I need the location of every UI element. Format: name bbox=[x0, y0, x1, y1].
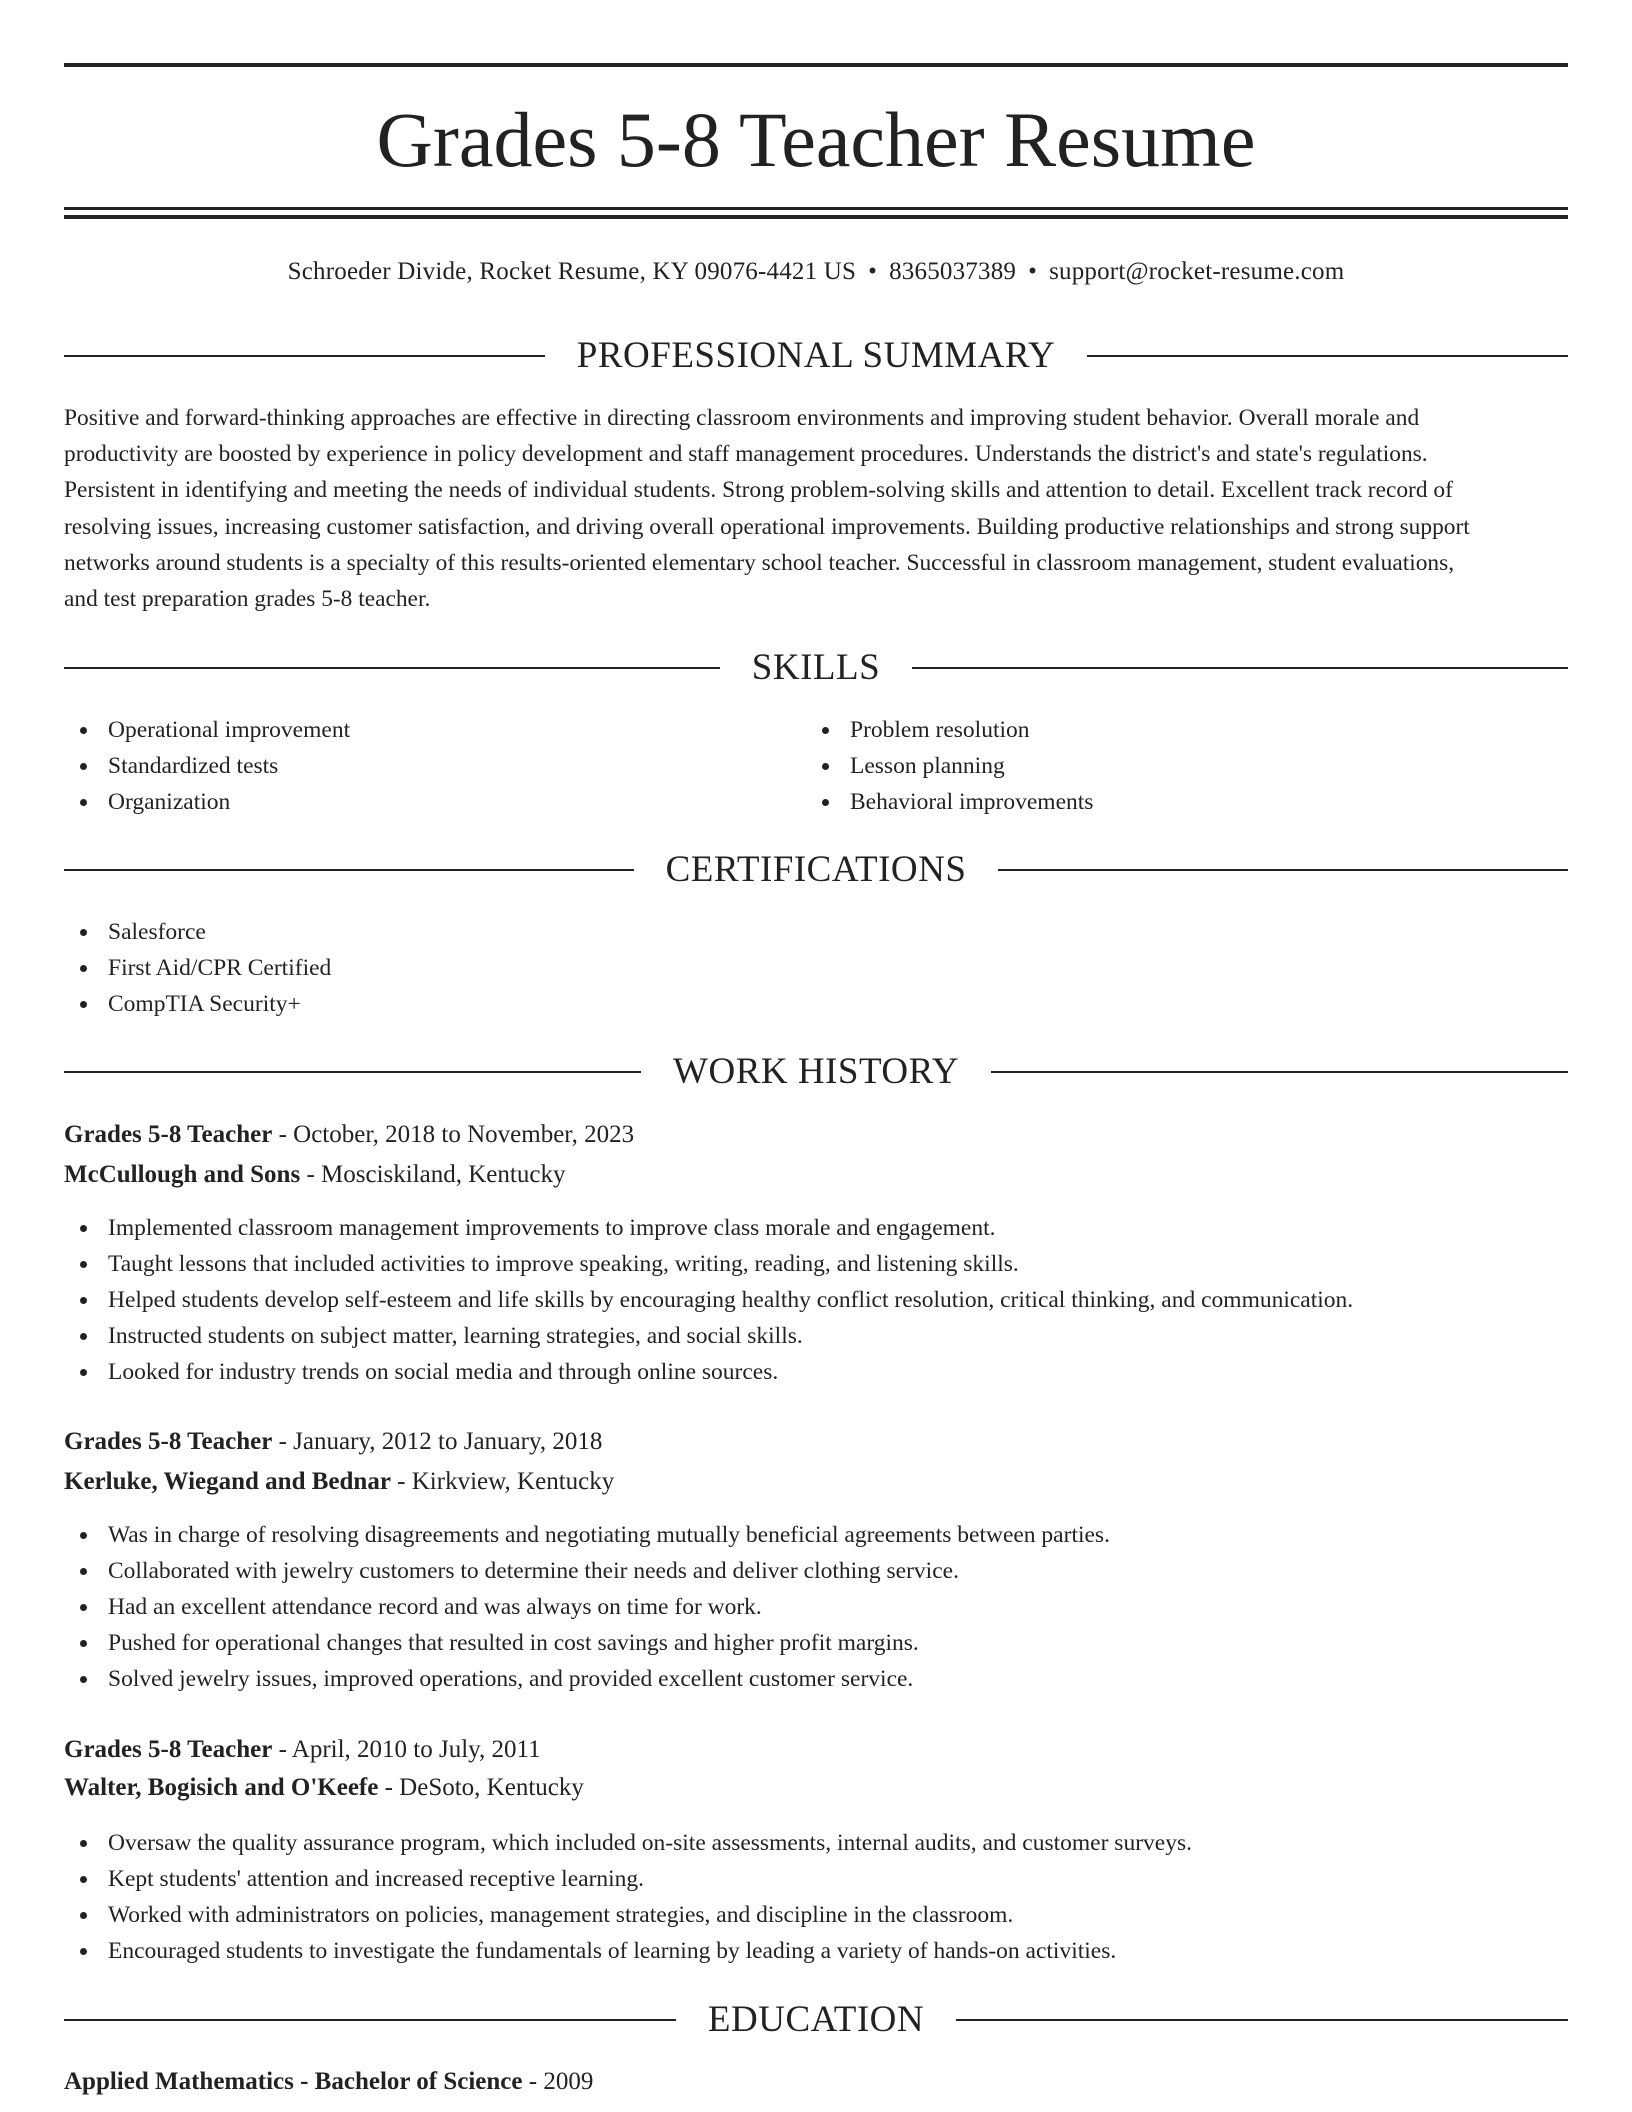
job-company: Walter, Bogisich and O'Keefe bbox=[64, 1774, 379, 1801]
job-title: Grades 5-8 Teacher bbox=[64, 1736, 273, 1763]
contact-separator: • bbox=[868, 258, 878, 285]
job-duty: Collaborated with jewelry customers to determine their needs and deliver clothing service. bbox=[64, 1553, 1110, 1589]
job-dates: - January, 2012 to January, 2018 bbox=[278, 1428, 603, 1455]
job-location: - DeSoto, Kentucky bbox=[384, 1774, 584, 1801]
section-heading-work-history bbox=[64, 1050, 1568, 1094]
contact-email: support@rocket-resume.com bbox=[1049, 258, 1345, 285]
certification-item: Salesforce bbox=[64, 914, 331, 950]
job-company: Kerluke, Wiegand and Bednar bbox=[64, 1468, 391, 1495]
section-title: SKILLS bbox=[751, 647, 881, 688]
section-heading-education bbox=[64, 1998, 1568, 2042]
job-title-line bbox=[64, 1426, 602, 1458]
summary-line: networks around students is a specialty of this results-oriented elementary school teacher. Successful in classroom management, student evaluations, bbox=[64, 549, 1455, 576]
contact-phone: 8365037389 bbox=[889, 258, 1017, 285]
certification-item: CompTIA Security+ bbox=[64, 986, 331, 1022]
section-heading-certifications bbox=[64, 848, 1568, 892]
summary-line: productivity are boosted by experience in policy development and staff management procedures. Understands the district's and state's regulations. bbox=[64, 441, 1428, 468]
summary-line: resolving issues, increasing customer satisfaction, and driving overall operational improvements. Building productive relationships and strong support bbox=[64, 513, 1470, 540]
professional-summary bbox=[64, 400, 1568, 617]
job-duty: Was in charge of resolving disagreements and negotiating mutually beneficial agreements between parties. bbox=[64, 1517, 1110, 1553]
summary-line: and test preparation grades 5-8 teacher. bbox=[64, 586, 431, 613]
summary-line: Positive and forward-thinking approaches are effective in directing classroom environments and improving student behavior. Overall morale and bbox=[64, 405, 1420, 431]
skills-list-right bbox=[806, 712, 1093, 820]
job-duty: Helped students develop self-esteem and life skills by encouraging healthy conflict resolution, critical thinking, and communication. bbox=[64, 1282, 1353, 1318]
job-company-line bbox=[64, 1772, 584, 1804]
job-title: Grades 5-8 Teacher bbox=[64, 1428, 273, 1455]
job-duty: Oversaw the quality assurance program, which included on-site assessments, internal audits, and customer surveys. bbox=[64, 1825, 1192, 1861]
education-line bbox=[64, 2066, 593, 2098]
education-year: - 2009 bbox=[528, 2068, 594, 2095]
resume-title: Grades 5-8 Teacher Resume bbox=[376, 96, 1256, 183]
title-double-rule bbox=[64, 207, 1568, 219]
section-title: CERTIFICATIONS bbox=[665, 849, 967, 890]
job-duty: Looked for industry trends on social media and through online sources. bbox=[64, 1354, 1353, 1390]
job-duties-list bbox=[64, 1210, 1353, 1390]
skill-item: Organization bbox=[64, 784, 350, 820]
job-duty: Instructed students on subject matter, learning strategies, and social skills. bbox=[64, 1318, 1353, 1354]
section-title: PROFESSIONAL SUMMARY bbox=[576, 335, 1056, 376]
section-heading-summary bbox=[64, 334, 1568, 378]
certifications-list bbox=[64, 914, 331, 1022]
skill-item: Behavioral improvements bbox=[806, 784, 1093, 820]
job-duty: Implemented classroom management improvements to improve class morale and engagement. bbox=[64, 1210, 1353, 1246]
job-duty: Taught lessons that included activities to improve speaking, writing, reading, and listening skills. bbox=[64, 1246, 1353, 1282]
job-dates: - April, 2010 to July, 2011 bbox=[278, 1736, 541, 1763]
skills-list-left bbox=[64, 712, 350, 820]
skill-item: Problem resolution bbox=[806, 712, 1093, 748]
job-location: - Kirkview, Kentucky bbox=[397, 1468, 615, 1495]
skill-item: Standardized tests bbox=[64, 748, 350, 784]
job-title: Grades 5-8 Teacher bbox=[64, 1121, 273, 1148]
contact-line bbox=[64, 256, 1568, 288]
job-title-line bbox=[64, 1734, 541, 1766]
job-location: - Mosciskiland, Kentucky bbox=[306, 1161, 566, 1188]
job-duties-list bbox=[64, 1517, 1110, 1697]
job-duty: Solved jewelry issues, improved operations, and provided excellent customer service. bbox=[64, 1661, 1110, 1697]
certification-item: First Aid/CPR Certified bbox=[64, 950, 331, 986]
job-duty: Pushed for operational changes that resulted in cost savings and higher profit margins. bbox=[64, 1625, 1110, 1661]
contact-separator: • bbox=[1028, 258, 1038, 285]
section-heading-skills bbox=[64, 646, 1568, 690]
contact-address: Schroeder Divide, Rocket Resume, KY 09076-4421 US bbox=[287, 258, 857, 285]
top-rule bbox=[64, 63, 1568, 67]
job-company-line bbox=[64, 1466, 614, 1498]
summary-line: Persistent in identifying and meeting the needs of individual students. Strong problem-solving skills and attention to detail. Excellent track record of bbox=[64, 477, 1453, 504]
education-degree: Applied Mathematics - Bachelor of Science bbox=[64, 2068, 523, 2095]
job-company-line bbox=[64, 1159, 565, 1191]
job-duty: Encouraged students to investigate the fundamentals of learning by leading a variety of hands-on activities. bbox=[64, 1933, 1192, 1969]
job-duty: Worked with administrators on policies, management strategies, and discipline in the classroom. bbox=[64, 1897, 1192, 1933]
skill-item: Lesson planning bbox=[806, 748, 1093, 784]
job-company: McCullough and Sons bbox=[64, 1161, 301, 1188]
job-dates: - October, 2018 to November, 2023 bbox=[278, 1121, 635, 1148]
job-duty: Had an excellent attendance record and was always on time for work. bbox=[64, 1589, 1110, 1625]
job-title-line bbox=[64, 1119, 634, 1151]
skill-item: Operational improvement bbox=[64, 712, 350, 748]
section-title: EDUCATION bbox=[707, 1999, 925, 2040]
job-duties-list bbox=[64, 1825, 1192, 1969]
section-title: WORK HISTORY bbox=[673, 1051, 959, 1092]
job-duty: Kept students' attention and increased receptive learning. bbox=[64, 1861, 1192, 1897]
